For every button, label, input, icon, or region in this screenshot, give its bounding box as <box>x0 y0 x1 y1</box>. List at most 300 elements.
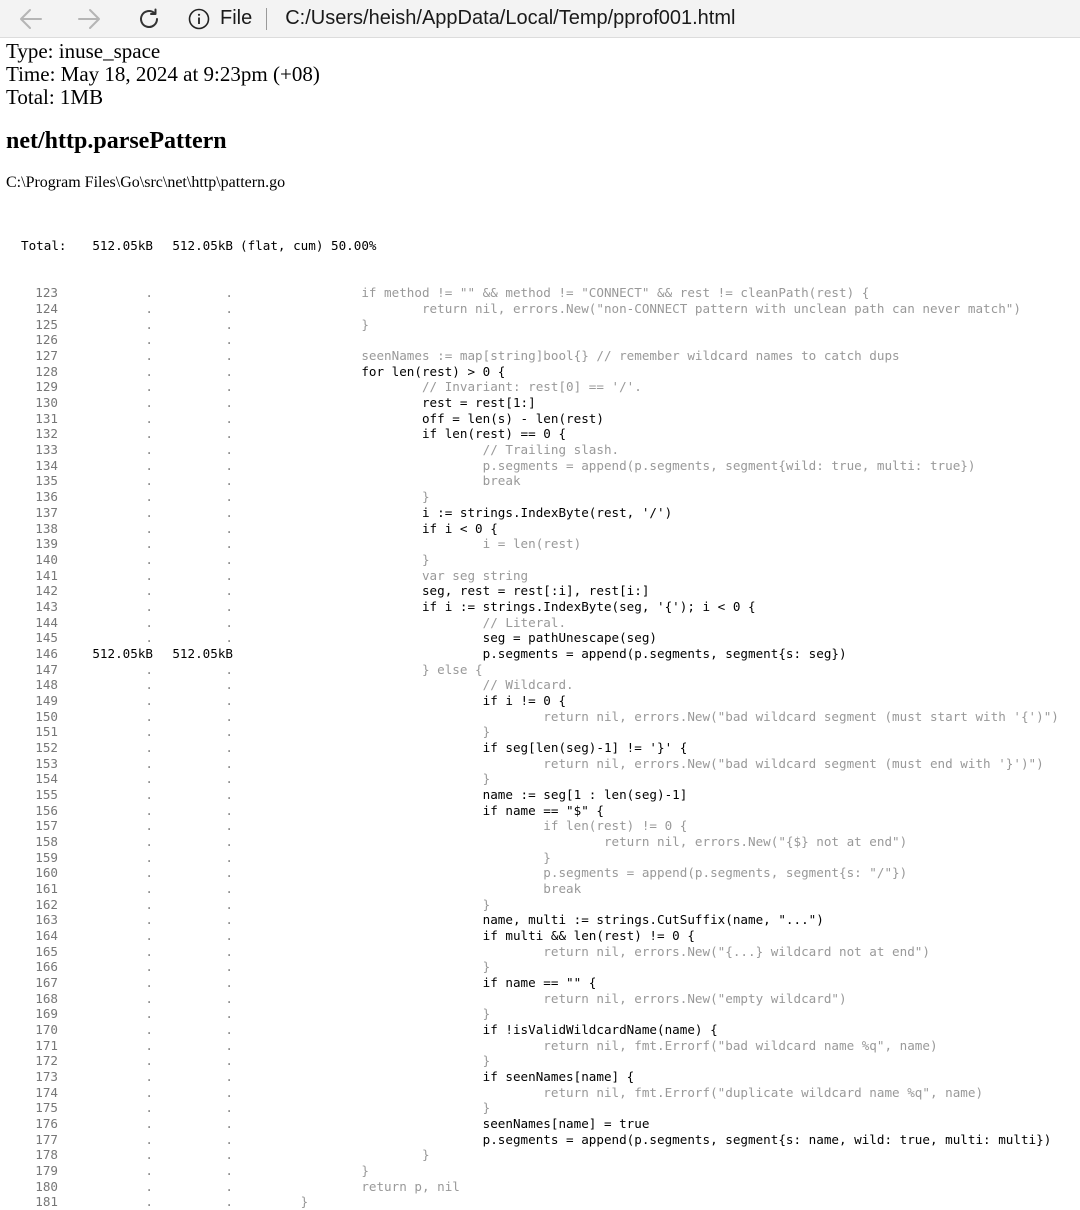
profile-time: Time: May 18, 2024 at 9:23pm (+08) <box>6 62 320 86</box>
source-code: break <box>240 473 521 489</box>
source-code: } <box>240 551 430 567</box>
line-number: 154 <box>35 771 58 787</box>
flat-value: . <box>145 724 153 740</box>
line-number: 145 <box>35 630 58 646</box>
line-number: 169 <box>35 1006 58 1022</box>
listing-row <box>6 317 1074 333</box>
cum-value: . <box>225 943 233 959</box>
cum-value: . <box>225 880 233 896</box>
cum-value: . <box>225 786 233 802</box>
source-code: } <box>240 724 491 740</box>
line-number: 159 <box>35 849 58 865</box>
back-button[interactable] <box>16 4 46 34</box>
listing-row <box>6 1116 1074 1132</box>
line-number: 181 <box>35 1194 58 1210</box>
listing-row <box>6 1163 1074 1179</box>
flat-value: . <box>145 1194 153 1210</box>
line-number: 125 <box>35 316 58 332</box>
line-number: 149 <box>35 692 58 708</box>
cum-value: . <box>225 1194 233 1210</box>
listing-row <box>6 834 1074 850</box>
reload-icon <box>136 6 162 32</box>
flat-value: . <box>145 1084 153 1100</box>
line-number: 128 <box>35 363 58 379</box>
source-code: } <box>240 1006 491 1022</box>
line-number: 147 <box>35 661 58 677</box>
source-code: return p, nil <box>240 1178 460 1194</box>
cum-value: . <box>225 833 233 849</box>
source-code: seenNames[name] = true <box>240 1116 650 1132</box>
flat-value: . <box>145 285 153 301</box>
line-number: 167 <box>35 974 58 990</box>
line-number: 127 <box>35 348 58 364</box>
cum-value: . <box>225 990 233 1006</box>
cum-value: . <box>225 739 233 755</box>
line-number: 175 <box>35 1100 58 1116</box>
flat-value: . <box>145 927 153 943</box>
function-title: net/http.parsePattern <box>6 128 227 154</box>
source-code: // Invariant: rest[0] == '/'. <box>240 379 642 395</box>
line-number: 153 <box>35 755 58 771</box>
line-number: 134 <box>35 457 58 473</box>
source-code: return nil, errors.New("bad wildcard segment (must start with '{')") <box>240 708 1059 724</box>
source-code: } <box>240 1194 309 1210</box>
listing-row <box>6 1100 1074 1116</box>
source-code: } <box>240 896 491 912</box>
flat-value: . <box>145 442 153 458</box>
line-number: 139 <box>35 536 58 552</box>
listing-row <box>6 944 1074 960</box>
flat-value: . <box>145 1006 153 1022</box>
cum-value: . <box>225 332 233 348</box>
line-number: 132 <box>35 426 58 442</box>
flat-value: . <box>145 943 153 959</box>
line-number: 138 <box>35 520 58 536</box>
cum-value: . <box>225 692 233 708</box>
line-number: 131 <box>35 410 58 426</box>
source-code: return nil, errors.New("bad wildcard segment (must end with '}')") <box>240 755 1044 771</box>
forward-button[interactable] <box>74 4 104 34</box>
flat-value: . <box>145 583 153 599</box>
total-suffix: (flat, cum) 50.00% <box>240 238 377 254</box>
flat-value: . <box>145 630 153 646</box>
source-code: name, multi := strings.CutSuffix(name, "...") <box>240 912 824 928</box>
cum-value: . <box>225 614 233 630</box>
line-number: 129 <box>35 379 58 395</box>
arrow-left-icon <box>18 7 44 31</box>
listing-row <box>6 630 1074 646</box>
listing-row <box>6 332 1074 348</box>
listing-row <box>6 364 1074 380</box>
source-code: } <box>240 959 491 975</box>
listing-row <box>6 662 1074 678</box>
listing-row <box>6 991 1074 1007</box>
source-code: return nil, fmt.Errorf("bad wildcard name %q", name) <box>240 1037 938 1053</box>
cum-value: . <box>225 959 233 975</box>
cum-value: . <box>225 1100 233 1116</box>
listing-row <box>6 458 1074 474</box>
source-code: p.segments = append(p.segments, segment{s: "/"}) <box>240 865 908 881</box>
source-listing <box>6 207 1074 1210</box>
source-code: if seenNames[name] { <box>240 1069 635 1085</box>
page-content <box>0 40 1080 1210</box>
listing-row <box>6 1085 1074 1101</box>
cum-value: . <box>225 1131 233 1147</box>
line-number: 180 <box>35 1178 58 1194</box>
line-number: 162 <box>35 896 58 912</box>
flat-value: . <box>145 1178 153 1194</box>
cum-value: . <box>225 285 233 301</box>
source-code: seg = pathUnescape(seg) <box>240 630 658 646</box>
flat-value: . <box>145 520 153 536</box>
flat-value: . <box>145 1053 153 1069</box>
listing-row <box>6 897 1074 913</box>
listing-row <box>6 756 1074 772</box>
cum-value: . <box>225 567 233 583</box>
flat-value: 512.05kB <box>92 645 153 661</box>
flat-value: . <box>145 379 153 395</box>
listing-row <box>6 677 1074 693</box>
flat-value: . <box>145 739 153 755</box>
source-code: // Literal. <box>240 614 567 630</box>
cum-value: . <box>225 630 233 646</box>
flat-value: . <box>145 802 153 818</box>
listing-row <box>6 489 1074 505</box>
flat-value: . <box>145 614 153 630</box>
flat-value: . <box>145 536 153 552</box>
line-number: 152 <box>35 739 58 755</box>
browser-toolbar <box>0 0 1080 38</box>
flat-value: . <box>145 457 153 473</box>
reload-button[interactable] <box>134 4 164 34</box>
listing-row <box>6 709 1074 725</box>
total-flat: 512.05kB <box>92 238 153 254</box>
listing-row <box>6 1038 1074 1054</box>
arrow-right-icon <box>76 7 102 31</box>
source-code: p.segments = append(p.segments, segment{wild: true, multi: true}) <box>240 457 976 473</box>
source-code: for len(rest) > 0 { <box>240 363 506 379</box>
flat-value: . <box>145 865 153 881</box>
url-text[interactable]: C:/Users/heish/AppData/Local/Temp/pprof001.html <box>285 7 736 29</box>
source-code: if multi && len(rest) != 0 { <box>240 927 695 943</box>
cum-value: . <box>225 1147 233 1163</box>
listing-row <box>6 771 1074 787</box>
line-number: 156 <box>35 802 58 818</box>
source-code: if i != 0 { <box>240 692 567 708</box>
source-code: off = len(s) - len(rest) <box>240 410 604 426</box>
cum-value: . <box>225 724 233 740</box>
cum-value: . <box>225 301 233 317</box>
cum-value: . <box>225 457 233 473</box>
source-code: p.segments = append(p.segments, segment{s: seg}) <box>240 645 847 661</box>
source-code: if name == "" { <box>240 974 597 990</box>
listing-row <box>6 912 1074 928</box>
flat-value: . <box>145 661 153 677</box>
listing-row <box>6 865 1074 881</box>
flat-value: . <box>145 677 153 693</box>
source-code: if method != "" && method != "CONNECT" && rest != cleanPath(rest) { <box>240 285 870 301</box>
listing-row <box>6 724 1074 740</box>
line-number: 163 <box>35 912 58 928</box>
flat-value: . <box>145 410 153 426</box>
flat-value: . <box>145 489 153 505</box>
listing-row <box>6 646 1074 662</box>
flat-value: . <box>145 1022 153 1037</box>
source-code: var seg string <box>240 567 529 583</box>
source-code: } <box>240 1053 491 1069</box>
line-number: 142 <box>35 583 58 599</box>
listing-row <box>6 521 1074 537</box>
flat-value: . <box>145 363 153 379</box>
cum-value: . <box>225 1069 233 1085</box>
listing-row <box>6 552 1074 568</box>
listing-row <box>6 1179 1074 1195</box>
line-number: 160 <box>35 865 58 881</box>
source-code: if name == "$" { <box>240 802 604 818</box>
listing-row <box>6 426 1074 442</box>
line-number: 146 <box>35 645 58 661</box>
source-code: // Wildcard. <box>240 677 574 693</box>
line-number: 164 <box>35 927 58 943</box>
cum-value: . <box>225 896 233 912</box>
source-code: return nil, errors.New("empty wildcard") <box>240 990 847 1006</box>
info-icon[interactable] <box>188 8 210 30</box>
listing-row <box>6 285 1074 301</box>
line-number: 141 <box>35 567 58 583</box>
total-cum: 512.05kB <box>172 238 233 254</box>
line-number: 174 <box>35 1084 58 1100</box>
cum-value: . <box>225 771 233 787</box>
source-code: return nil, errors.New("non-CONNECT pattern with unclean path can never match") <box>240 301 1021 317</box>
cum-value: 512.05kB <box>172 645 233 661</box>
listing-row <box>6 1132 1074 1148</box>
source-code: return nil, errors.New("{...} wildcard not at end") <box>240 943 930 959</box>
flat-value: . <box>145 880 153 896</box>
flat-value: . <box>145 1116 153 1132</box>
line-number: 173 <box>35 1069 58 1085</box>
source-code: if i := strings.IndexByte(seg, '{'); i < 0 { <box>240 598 756 614</box>
listing-row <box>6 615 1074 631</box>
source-code: if len(rest) != 0 { <box>240 818 688 834</box>
profile-type: Type: inuse_space <box>6 39 161 63</box>
line-number: 126 <box>35 332 58 348</box>
cum-value: . <box>225 755 233 771</box>
cum-value: . <box>225 1053 233 1069</box>
flat-value: . <box>145 755 153 771</box>
listing-row <box>6 818 1074 834</box>
line-number: 161 <box>35 880 58 896</box>
flat-value: . <box>145 301 153 317</box>
source-code: } <box>240 489 430 505</box>
line-number: 140 <box>35 551 58 567</box>
listing-row <box>6 1069 1074 1085</box>
flat-value: . <box>145 912 153 928</box>
line-number: 179 <box>35 1163 58 1179</box>
source-code: } <box>240 1147 430 1163</box>
listing-row <box>6 850 1074 866</box>
line-number: 151 <box>35 724 58 740</box>
cum-value: . <box>225 551 233 567</box>
flat-value: . <box>145 426 153 442</box>
line-number: 137 <box>35 504 58 520</box>
cum-value: . <box>225 1163 233 1179</box>
line-number: 133 <box>35 442 58 458</box>
address-bar[interactable] <box>188 4 1080 34</box>
cum-value: . <box>225 520 233 536</box>
flat-value: . <box>145 1069 153 1085</box>
listing-row <box>6 693 1074 709</box>
listing-row <box>6 1147 1074 1163</box>
cum-value: . <box>225 912 233 928</box>
source-code: return nil, errors.New("{$} not at end") <box>240 833 908 849</box>
flat-value: . <box>145 1147 153 1163</box>
cum-value: . <box>225 802 233 818</box>
flat-value: . <box>145 818 153 834</box>
flat-value: . <box>145 598 153 614</box>
line-number: 136 <box>35 489 58 505</box>
line-number: 148 <box>35 677 58 693</box>
listing-row <box>6 583 1074 599</box>
listing-row <box>6 740 1074 756</box>
line-number: 171 <box>35 1037 58 1053</box>
cum-value: . <box>225 708 233 724</box>
scheme-label: File <box>220 7 253 29</box>
flat-value: . <box>145 473 153 489</box>
flat-value: . <box>145 692 153 708</box>
cum-value: . <box>225 1022 233 1037</box>
cum-value: . <box>225 395 233 411</box>
listing-row <box>6 881 1074 897</box>
listing-row <box>6 787 1074 803</box>
cum-value: . <box>225 504 233 520</box>
listing-row <box>6 1022 1074 1038</box>
source-code: } <box>240 849 551 865</box>
line-number: 150 <box>35 708 58 724</box>
listing-row <box>6 599 1074 615</box>
listing-row <box>6 473 1074 489</box>
flat-value: . <box>145 1037 153 1053</box>
source-code: break <box>240 880 582 896</box>
cum-value: . <box>225 974 233 990</box>
listing-total-row <box>6 238 1074 254</box>
profile-header <box>6 40 1074 109</box>
flat-value: . <box>145 1163 153 1179</box>
source-code: } <box>240 316 369 332</box>
source-code <box>233 332 240 348</box>
line-number: 178 <box>35 1147 58 1163</box>
source-code: rest = rest[1:] <box>240 395 536 411</box>
flat-value: . <box>145 959 153 975</box>
flat-value: . <box>145 786 153 802</box>
listing-row <box>6 536 1074 552</box>
cum-value: . <box>225 426 233 442</box>
listing-row <box>6 975 1074 991</box>
listing-row <box>6 959 1074 975</box>
source-code: if len(rest) == 0 { <box>240 426 567 442</box>
source-code: } else { <box>240 661 483 677</box>
listing-row <box>6 1194 1074 1210</box>
line-number: 177 <box>35 1131 58 1147</box>
line-number: 124 <box>35 301 58 317</box>
cum-value: . <box>225 677 233 693</box>
cum-value: . <box>225 927 233 943</box>
line-number: 157 <box>35 818 58 834</box>
flat-value: . <box>145 395 153 411</box>
flat-value: . <box>145 771 153 787</box>
flat-value: . <box>145 896 153 912</box>
source-code: seg, rest = rest[:i], rest[i:] <box>240 583 650 599</box>
source-file-path: C:\Program Files\Go\src\net\http\pattern.go <box>6 174 286 191</box>
listing-row <box>6 928 1074 944</box>
source-code: } <box>240 1100 491 1116</box>
flat-value: . <box>145 504 153 520</box>
cum-value: . <box>225 1037 233 1053</box>
source-code: if !isValidWildcardName(name) { <box>240 1022 718 1037</box>
flat-value: . <box>145 974 153 990</box>
listing-row <box>6 442 1074 458</box>
flat-value: . <box>145 833 153 849</box>
cum-value: . <box>225 1178 233 1194</box>
cum-value: . <box>225 661 233 677</box>
cum-value: . <box>225 583 233 599</box>
line-number: 155 <box>35 786 58 802</box>
source-code: seenNames := map[string]bool{} // remember wildcard names to catch dups <box>240 348 900 364</box>
cum-value: . <box>225 379 233 395</box>
total-label: Total: <box>21 238 67 254</box>
cum-value: . <box>225 1084 233 1100</box>
flat-value: . <box>145 551 153 567</box>
source-code: } <box>240 771 491 787</box>
listing-row <box>6 411 1074 427</box>
source-code: // Trailing slash. <box>240 442 620 458</box>
flat-value: . <box>145 1100 153 1116</box>
listing-row <box>6 379 1074 395</box>
flat-value: . <box>145 1131 153 1147</box>
cum-value: . <box>225 442 233 458</box>
source-code: i := strings.IndexByte(rest, '/') <box>240 504 673 520</box>
flat-value: . <box>145 316 153 332</box>
line-number: 172 <box>35 1053 58 1069</box>
line-number: 168 <box>35 990 58 1006</box>
cum-value: . <box>225 316 233 332</box>
cum-value: . <box>225 489 233 505</box>
line-number: 135 <box>35 473 58 489</box>
cum-value: . <box>225 849 233 865</box>
cum-value: . <box>225 1116 233 1132</box>
line-number: 123 <box>35 285 58 301</box>
cum-value: . <box>225 348 233 364</box>
listing-row <box>6 505 1074 521</box>
cum-value: . <box>225 1006 233 1022</box>
line-number: 166 <box>35 959 58 975</box>
listing-row <box>6 1053 1074 1069</box>
source-code: return nil, fmt.Errorf("duplicate wildcard name %q", name) <box>240 1084 984 1100</box>
source-code: i = len(rest) <box>240 536 582 552</box>
source-code: name := seg[1 : len(seg)-1] <box>240 786 688 802</box>
line-number: 143 <box>35 598 58 614</box>
flat-value: . <box>145 849 153 865</box>
profile-total: Total: 1MB <box>6 85 104 109</box>
flat-value: . <box>145 348 153 364</box>
line-number: 130 <box>35 395 58 411</box>
line-number: 176 <box>35 1116 58 1132</box>
cum-value: . <box>225 536 233 552</box>
listing-row <box>6 568 1074 584</box>
source-code: if i < 0 { <box>240 520 498 536</box>
source-code: } <box>240 1163 369 1179</box>
source-code: if seg[len(seg)-1] != '}' { <box>240 739 688 755</box>
listing-row <box>6 803 1074 819</box>
